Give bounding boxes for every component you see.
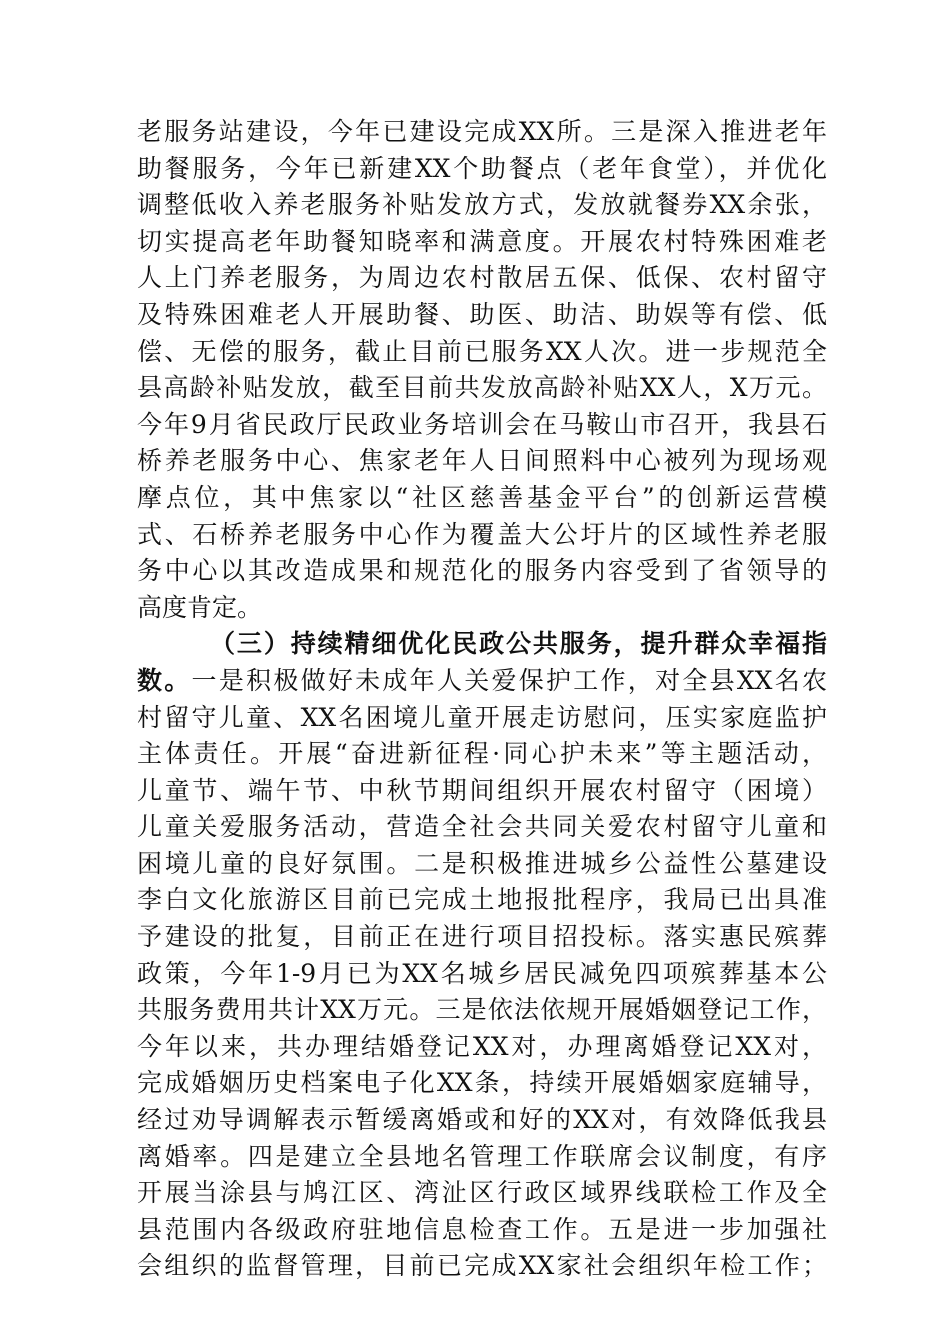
text-line: 困境儿童的良好氛围。二是积极推进城乡公益性公墓建设: [137, 848, 827, 878]
text-line: 务中心以其改造成果和规范化的服务内容受到了省领导的: [137, 556, 827, 586]
text-line: 今年以来，共办理结婚登记XX对，办理离婚登记XX对，: [137, 1031, 827, 1061]
text-line-rest: 一是积极做好未成年人关爱保护工作，对全县XX名农: [191, 665, 827, 695]
text-line: 开展当涂县与鸠江区、湾沚区行政区域界线联检工作及全: [137, 1178, 827, 1208]
text-line: 人上门养老服务，为周边农村散居五保、低保、农村留守: [137, 263, 827, 293]
text-line: 切实提高老年助餐知晓率和满意度。开展农村特殊困难老: [137, 226, 827, 256]
text-line: 予建设的批复，目前正在进行项目招投标。落实惠民殡葬: [137, 922, 827, 952]
text-line: 桥养老服务中心、焦家老年人日间照料中心被列为现场观: [137, 446, 827, 476]
text-line: [137, 663, 827, 700]
paragraph-2: [137, 626, 827, 1285]
paragraph-1: [137, 114, 827, 626]
text-line: 及特殊困难老人开展助餐、助医、助洁、助娱等有偿、低: [137, 299, 827, 329]
text-line: 村留守儿童、XX名困境儿童开展走访慰问，压实家庭监护: [137, 702, 827, 732]
text-line: 共服务费用共计XX万元。三是依法依规开展婚姻登记工作，: [137, 995, 827, 1025]
text-line: 调整低收入养老服务补贴发放方式，发放就餐券XX余张，: [137, 190, 827, 220]
text-line: 摩点位，其中焦家以“社区慈善基金平台”的创新运营模: [137, 482, 827, 512]
text-line: 儿童关爱服务活动，营造全社会共同关爱农村留守儿童和: [137, 812, 827, 842]
text-line: 县高龄补贴发放，截至目前共发放高龄补贴XX人，X万元。: [137, 373, 827, 403]
document-body: [137, 114, 827, 1285]
text-line: 离婚率。四是建立全县地名管理工作联席会议制度，有序: [137, 1141, 827, 1171]
text-line: 式、石桥养老服务中心作为覆盖大公圩片的区域性养老服: [137, 519, 827, 549]
text-line: 主体责任。开展“奋进新征程·同心护未来”等主题活动，: [137, 739, 827, 769]
text-line: 李白文化旅游区目前已完成土地报批程序，我局已出具准: [137, 885, 827, 915]
text-line: 高度肯定。: [137, 592, 263, 622]
text-line: 政策，今年1-9月已为XX名城乡居民减免四项殡葬基本公: [137, 958, 827, 988]
section-heading-tail: 数。: [137, 665, 192, 695]
text-line: 完成婚姻历史档案电子化XX条，持续开展婚姻家庭辅导，: [137, 1068, 827, 1098]
text-line: 会组织的监督管理，目前已完成XX家社会组织年检工作；: [137, 1251, 827, 1281]
text-line: 偿、无偿的服务，截止目前已服务XX人次。进一步规范全: [137, 336, 827, 366]
section-heading: （三）持续精细优化民政公共服务，提升群众幸福指: [210, 629, 827, 659]
text-line: 儿童节、端午节、中秋节期间组织开展农村留守（困境）: [137, 775, 827, 805]
text-line: 县范围内各级政府驻地信息检查工作。五是进一步加强社: [137, 1214, 827, 1244]
text-line: 经过劝导调解表示暂缓离婚或和好的XX对，有效降低我县: [137, 1105, 827, 1135]
text-line: 助餐服务，今年已新建XX个助餐点（老年食堂），并优化: [137, 153, 827, 183]
text-line: 老服务站建设，今年已建设完成XX所。三是深入推进老年: [137, 117, 827, 146]
text-line: 今年9月省民政厅民政业务培训会在马鞍山市召开，我县石: [137, 409, 827, 439]
